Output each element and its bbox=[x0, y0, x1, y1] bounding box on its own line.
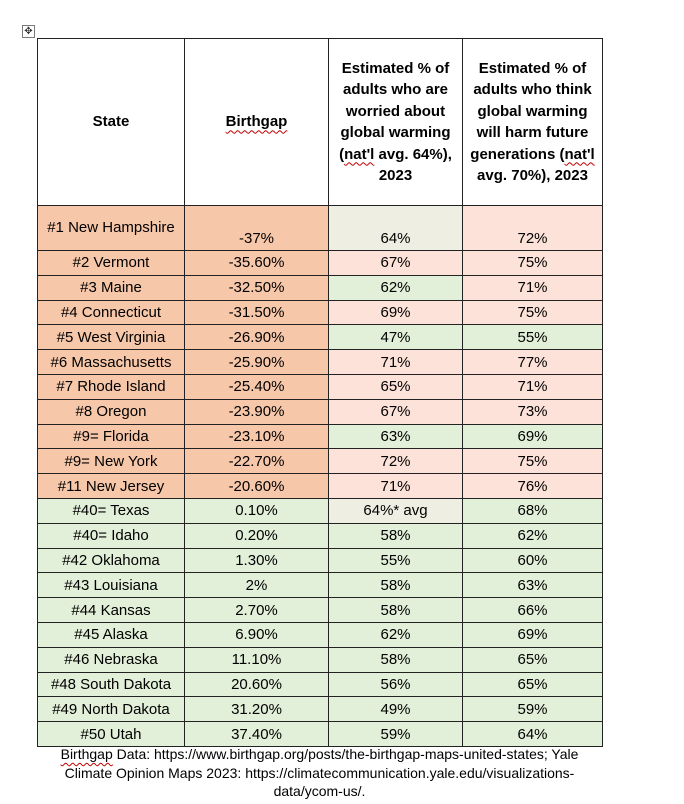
cell-birthgap: -25.90% bbox=[185, 350, 329, 375]
cell-worried: 55% bbox=[329, 548, 463, 573]
cell-harm: 75% bbox=[463, 300, 603, 325]
cell-state: #40= Idaho bbox=[38, 523, 185, 548]
header-row bbox=[38, 39, 603, 206]
cell-worried: 58% bbox=[329, 573, 463, 598]
table-row bbox=[38, 697, 603, 722]
cell-state: #42 Oklahoma bbox=[38, 548, 185, 573]
table-row bbox=[38, 449, 603, 474]
cell-birthgap: -32.50% bbox=[185, 275, 329, 300]
header-state: State bbox=[38, 39, 185, 206]
cell-birthgap: 20.60% bbox=[185, 672, 329, 697]
cell-worried: 72% bbox=[329, 449, 463, 474]
cell-birthgap: 0.20% bbox=[185, 523, 329, 548]
cell-harm: 71% bbox=[463, 374, 603, 399]
cell-worried: 67% bbox=[329, 251, 463, 276]
cell-worried: 62% bbox=[329, 622, 463, 647]
table-row bbox=[38, 647, 603, 672]
header-harm: Estimated % of adults who think global warming will harm future generations (nat'l avg. 70%), 2023 bbox=[463, 39, 603, 206]
cell-worried: 56% bbox=[329, 672, 463, 697]
source-caption: Birthgap Data: https://www.birthgap.org/posts/the-birthgap-maps-united-states; Yale Climate Opinion Maps 2023: https://climatecommunication.yale.edu/visualizations-data/ycom-us/. bbox=[60, 746, 579, 799]
table-row bbox=[38, 300, 603, 325]
data-table bbox=[37, 38, 603, 747]
cell-worried: 58% bbox=[329, 598, 463, 623]
table-row bbox=[38, 474, 603, 499]
table-move-handle-icon[interactable]: ✥ bbox=[22, 25, 35, 38]
cell-state: #43 Louisiana bbox=[38, 573, 185, 598]
cell-harm: 72% bbox=[463, 206, 603, 251]
table-row bbox=[38, 523, 603, 548]
cell-state: #3 Maine bbox=[38, 275, 185, 300]
cell-state: #46 Nebraska bbox=[38, 647, 185, 672]
cell-state: #9= New York bbox=[38, 449, 185, 474]
cell-birthgap: 1.30% bbox=[185, 548, 329, 573]
cell-state: #4 Connecticut bbox=[38, 300, 185, 325]
cell-harm: 65% bbox=[463, 647, 603, 672]
cell-state: #45 Alaska bbox=[38, 622, 185, 647]
cell-harm: 77% bbox=[463, 350, 603, 375]
table-row bbox=[38, 325, 603, 350]
cell-state: #49 North Dakota bbox=[38, 697, 185, 722]
cell-state: #44 Kansas bbox=[38, 598, 185, 623]
table-row bbox=[38, 399, 603, 424]
cell-birthgap: -23.10% bbox=[185, 424, 329, 449]
cell-harm: 55% bbox=[463, 325, 603, 350]
cell-harm: 69% bbox=[463, 622, 603, 647]
table-row bbox=[38, 498, 603, 523]
cell-state: #11 New Jersey bbox=[38, 474, 185, 499]
cell-birthgap: -35.60% bbox=[185, 251, 329, 276]
cell-birthgap: -26.90% bbox=[185, 325, 329, 350]
cell-harm: 75% bbox=[463, 251, 603, 276]
cell-worried: 64% bbox=[329, 206, 463, 251]
cell-harm: 64% bbox=[463, 722, 603, 747]
cell-birthgap: -37% bbox=[185, 206, 329, 251]
cell-birthgap: -23.90% bbox=[185, 399, 329, 424]
table-row bbox=[38, 374, 603, 399]
cell-worried: 65% bbox=[329, 374, 463, 399]
cell-harm: 71% bbox=[463, 275, 603, 300]
cell-worried: 58% bbox=[329, 523, 463, 548]
cell-harm: 63% bbox=[463, 573, 603, 598]
table-row bbox=[38, 350, 603, 375]
cell-harm: 76% bbox=[463, 474, 603, 499]
cell-state: #2 Vermont bbox=[38, 251, 185, 276]
cell-worried: 47% bbox=[329, 325, 463, 350]
cell-harm: 60% bbox=[463, 548, 603, 573]
cell-worried: 59% bbox=[329, 722, 463, 747]
table-row bbox=[38, 573, 603, 598]
cell-harm: 66% bbox=[463, 598, 603, 623]
header-birthgap: Birthgap bbox=[185, 39, 329, 206]
cell-worried: 69% bbox=[329, 300, 463, 325]
cell-state: #8 Oregon bbox=[38, 399, 185, 424]
table-row bbox=[38, 622, 603, 647]
cell-worried: 63% bbox=[329, 424, 463, 449]
cell-harm: 65% bbox=[463, 672, 603, 697]
cell-worried: 71% bbox=[329, 474, 463, 499]
cell-worried: 49% bbox=[329, 697, 463, 722]
cell-birthgap: -20.60% bbox=[185, 474, 329, 499]
cell-birthgap: 2.70% bbox=[185, 598, 329, 623]
cell-state: #40= Texas bbox=[38, 498, 185, 523]
cell-worried: 58% bbox=[329, 647, 463, 672]
cell-state: #5 West Virginia bbox=[38, 325, 185, 350]
cell-harm: 62% bbox=[463, 523, 603, 548]
cell-worried: 71% bbox=[329, 350, 463, 375]
cell-birthgap: -22.70% bbox=[185, 449, 329, 474]
table-row bbox=[38, 251, 603, 276]
cell-birthgap: 11.10% bbox=[185, 647, 329, 672]
table-row bbox=[38, 206, 603, 251]
header-worried: Estimated % of adults who are worried about global warming (nat'l avg. 64%), 2023 bbox=[329, 39, 463, 206]
cell-state: #48 South Dakota bbox=[38, 672, 185, 697]
cell-state: #6 Massachusetts bbox=[38, 350, 185, 375]
table-row bbox=[38, 275, 603, 300]
cell-birthgap: 37.40% bbox=[185, 722, 329, 747]
cell-birthgap: 0.10% bbox=[185, 498, 329, 523]
cell-state: #1 New Hampshire bbox=[38, 206, 185, 251]
cell-harm: 59% bbox=[463, 697, 603, 722]
cell-harm: 75% bbox=[463, 449, 603, 474]
cell-birthgap: 2% bbox=[185, 573, 329, 598]
cell-birthgap: -31.50% bbox=[185, 300, 329, 325]
cell-worried: 64%* avg bbox=[329, 498, 463, 523]
cell-state: #9= Florida bbox=[38, 424, 185, 449]
table-row bbox=[38, 598, 603, 623]
cell-birthgap: 31.20% bbox=[185, 697, 329, 722]
table-row bbox=[38, 424, 603, 449]
cell-state: #50 Utah bbox=[38, 722, 185, 747]
cell-worried: 62% bbox=[329, 275, 463, 300]
cell-birthgap: -25.40% bbox=[185, 374, 329, 399]
table-row bbox=[38, 548, 603, 573]
cell-harm: 68% bbox=[463, 498, 603, 523]
cell-harm: 73% bbox=[463, 399, 603, 424]
table-row bbox=[38, 722, 603, 747]
cell-state: #7 Rhode Island bbox=[38, 374, 185, 399]
cell-harm: 69% bbox=[463, 424, 603, 449]
table-row bbox=[38, 672, 603, 697]
cell-birthgap: 6.90% bbox=[185, 622, 329, 647]
cell-worried: 67% bbox=[329, 399, 463, 424]
